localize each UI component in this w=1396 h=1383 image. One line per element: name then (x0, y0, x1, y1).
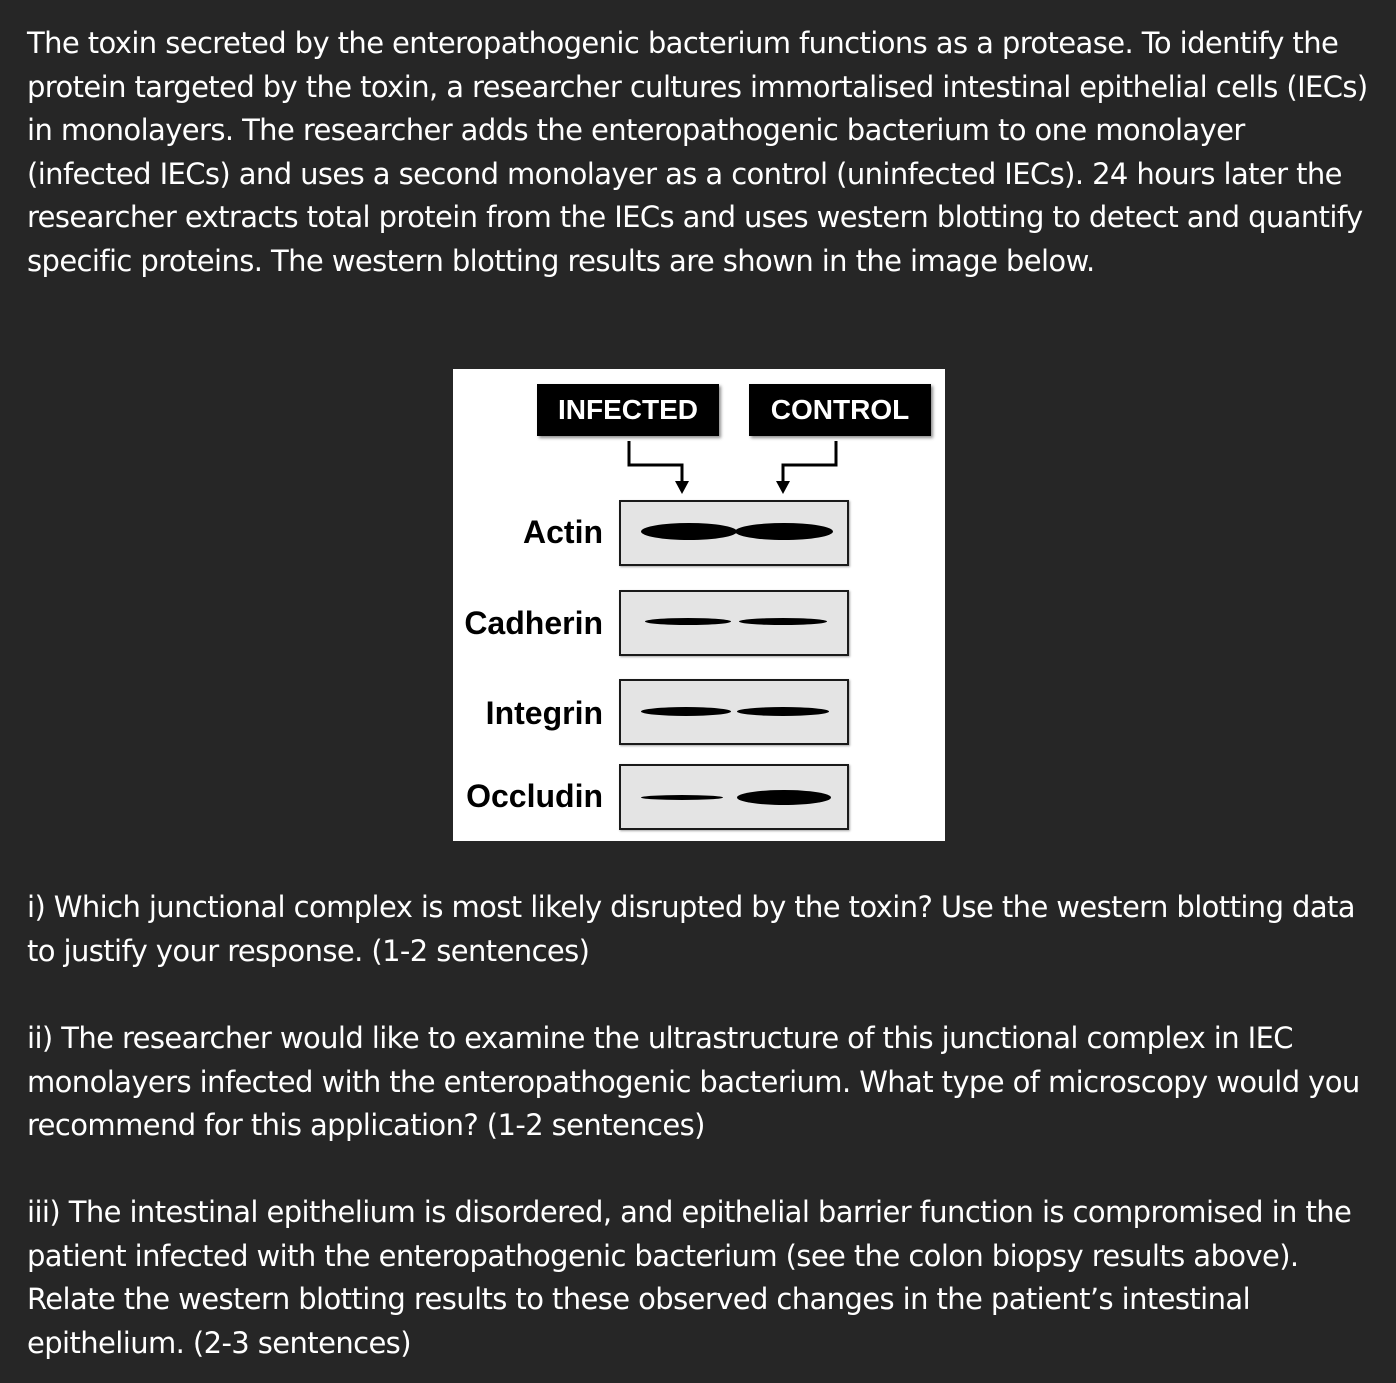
lane-label-control: CONTROL (749, 384, 931, 436)
arrow-infected-icon (629, 441, 682, 483)
arrow-control-head-icon (776, 481, 790, 494)
arrow-control-icon (783, 441, 836, 483)
blot-row-actin (619, 500, 849, 566)
protein-label-actin: Actin (523, 514, 603, 550)
blot-row-integrin (619, 679, 849, 745)
blot-row-occludin (619, 764, 849, 830)
band-integrin-control (737, 707, 829, 716)
band-cadherin-infected (645, 618, 731, 625)
question-2: ii) The researcher would like to examine the ultrastructure of this junctional complex in IEC monolayers infected with the enteropathogenic bacterium. What type of microscopy would you recommend for this application? (1-2 sentences) (27, 1021, 1360, 1142)
blot-row-cadherin (619, 590, 849, 656)
intro-paragraph: The toxin secreted by the enteropathogenic bacterium functions as a protease. To identify the protein targeted by the toxin, a researcher cultures immortalised intestinal epithelial cells (IECs) in monolayers. The researcher adds the enteropathogenic bacterium to one monolayer (infected IECs) and uses a second monolayer as a control (uninfected IECs). 24 hours later the researcher extracts total protein from the IECs and uses western blotting to detect and quantify specific proteins. The western blotting results are shown in the image below. (27, 26, 1368, 278)
band-integrin-infected (641, 707, 731, 716)
protein-label-occludin: Occludin (466, 778, 603, 814)
protein-label-cadherin: Cadherin (464, 605, 603, 641)
question-3: iii) The intestinal epithelium is disordered, and epithelial barrier function is compromised in the patient infected with the enteropathogenic bacterium (see the colon biopsy results above). Relate the western blotting results to these observed changes in the patient’s intestinal epithelium. (2-3 sentences) (27, 1195, 1352, 1360)
protein-label-integrin: Integrin (485, 695, 603, 731)
western-blot-figure (453, 369, 945, 841)
question-1: i) Which junctional complex is most likely disrupted by the toxin? Use the western blotting data to justify your response. (1-2 sentences) (27, 890, 1355, 968)
band-actin-infected (641, 523, 737, 540)
band-actin-control (735, 523, 833, 540)
band-cadherin-control (739, 618, 827, 625)
arrow-infected-head-icon (675, 481, 689, 494)
band-occludin-control (737, 790, 831, 805)
lane-arrows (453, 369, 945, 499)
band-occludin-infected (641, 795, 723, 800)
lane-label-infected: INFECTED (537, 384, 719, 436)
